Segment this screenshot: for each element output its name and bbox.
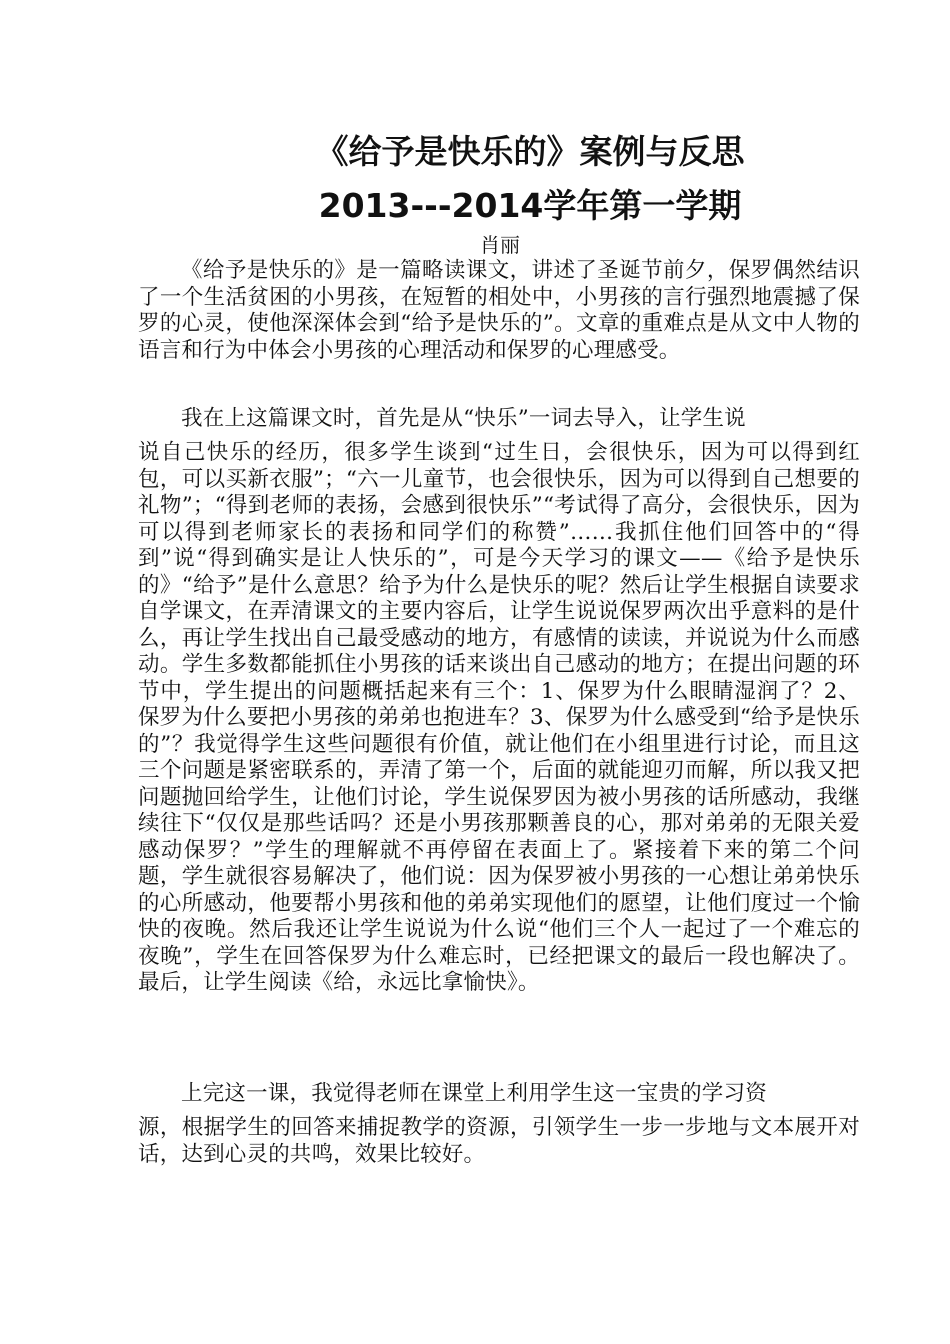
paragraph-3-text: 源，根据学生的回答来捕捉教学的资源，引领学生一步一步地与文本展开对话，达到心灵的共鸣，效果比较好。: [138, 1115, 860, 1167]
document-title: 《给予是快乐的》案例与反思: [315, 132, 745, 171]
paragraph-2-text: 说自己快乐的经历，很多学生谈到“过生日，会很快乐，因为可以得到红包，可以买新衣服”；“六一儿童节，也会很快乐，因为可以得到自己想要的礼物”；“得到老师的表扬，会感到很快乐”“考试得了高分，会很快乐，因为可以得到老师家长的表扬和同学们的称赞”……我抓住他们回答中的“得到”说“得到确实是让人快乐的”，可是今天学习的课文——《给予是快乐的》“给予”是什么意思？给予为什么是快乐的呢？然后让学生根据自读要求自学课文，在弄清课文的主要内容后，让学生说说保罗两次出乎意料的是什么，再让学生找出自己最受感动的地方，有感情的读读，并说说为什么而感动。学生多数都能抓住小男孩的话来谈出自己感动的地方；在提出问题的环节中，学生提出的问题概括起来有三个：1、保罗为什么眼睛湿润了？2、保罗为什么要把小男孩的弟弟也抱进车？3、保罗为什么感受到“给予是快乐的”？我觉得学生这些问题很有价值，就让他们在小组里进行讨论，而且这三个问题是紧密联系的，弄清了第一个，后面的就能迎刃而解，所以我又把问题抛回给学生，让他们讨论，学生说保罗因为被小男孩的话所感动，我继续往下“仅仅是那些话吗？还是小男孩那颗善良的心，那对弟弟的无限关爱感动保罗？”学生的理解就不再停留在表面上了。紧接着下来的第二个问题，学生就很容易解决了，他们说：因为保罗被小男孩的一心想让弟弟快乐的心所感动，他要帮小男孩和他的弟弟实现他们的愿望，让他们度过一个愉快的夜晚。然后我还让学生说说为什么说“他们三个人一起过了一个难忘的夜晚”，学生在回答保罗为什么难忘时，已经把课文的最后一段也解决了。最后，让学生阅读《给，永远比拿愉快》。: [138, 440, 860, 995]
paragraph-3: [138, 1073, 860, 1168]
paragraph-1-text: 《给予是快乐的》是一篇略读课文，讲述了圣诞节前夕，保罗偶然结识了一个生活贫困的小男孩，在短暂的相处中，小男孩的言行强烈地震撼了保罗的心灵，使他深深体会到“给予是快乐的”。文章的重难点是从文中人物的语言和行为中体会小男孩的心理活动和保罗的心理感受。: [138, 258, 860, 363]
paragraph-1: [138, 258, 860, 364]
paragraph-2-first-line: 我在上这篇课文时，首先是从“快乐”一词去导入，让学生说: [181, 406, 746, 431]
author-name: 肖丽: [480, 233, 520, 257]
paragraph-3-first-line: 上完这一课，我觉得老师在课堂上利用学生这一宝贵的学习资: [181, 1081, 767, 1106]
document-subtitle-term: 2013---2014学年第一学期: [318, 186, 742, 225]
paragraph-2: [138, 398, 860, 997]
